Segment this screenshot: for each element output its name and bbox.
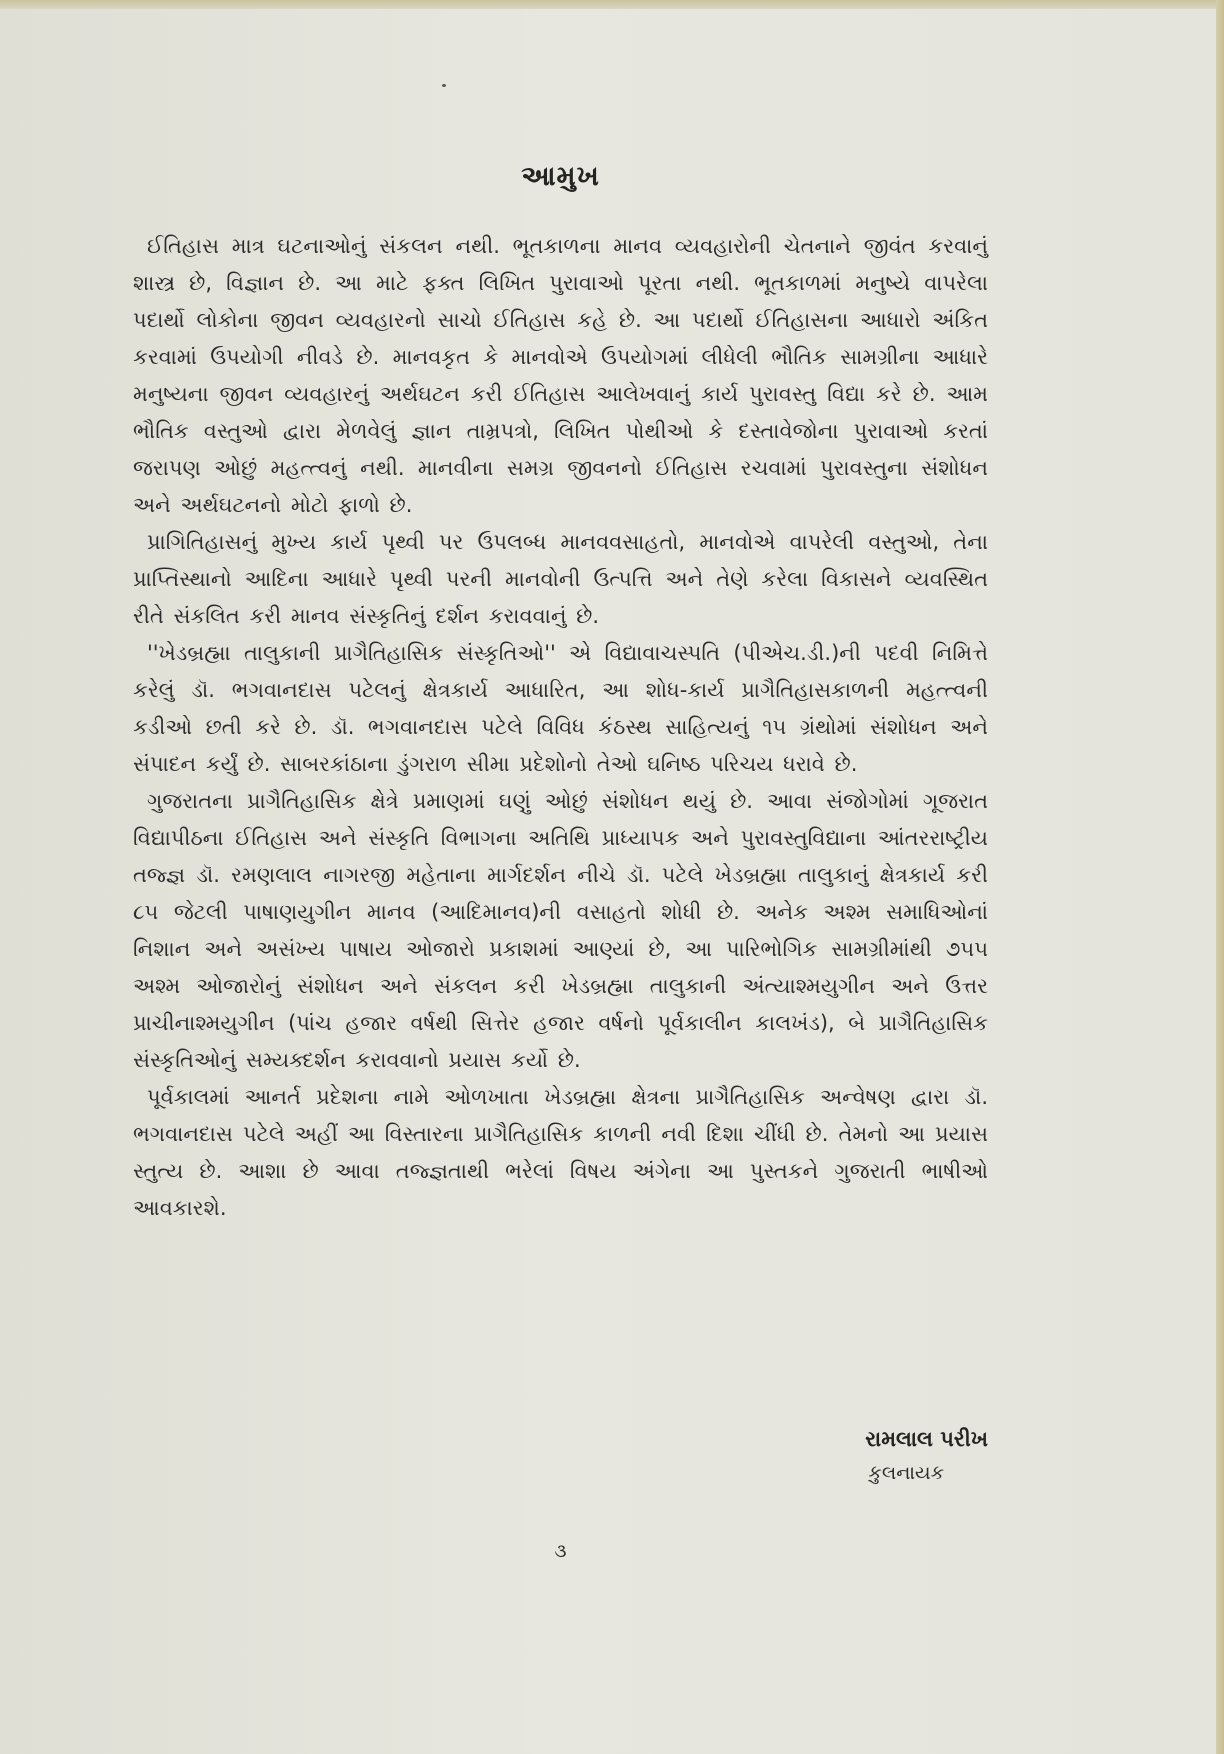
page-title: આમુખ (521, 161, 600, 192)
paragraph-1: ઈતિહાસ માત્ર ઘટનાઓનું સંકલન નથી. ભૂતકાળના માનવ વ્યવહારોની ચેતનાને જીવંત કરવાનું શાસ્ત્ર છે, વિજ્ઞાન છે. આ માટે ફક્ત લિખિત પુરાવાઓ પૂરતા નથી. ભૂતકાળમાં મનુષ્યે વાપરેલા પદાર્થો લોકોના જીવન વ્યવહારનો સાચો ઈતિહાસ કહે છે. આ પદાર્થો ઈતિહાસના આધારો અંકિત કરવામાં ઉપયોગી નીવડે છે. માનવકૃત કે માનવોએ ઉપયોગમાં લીધેલી ભૌતિક સામગ્રીના આધારે મનુષ્યના જીવન વ્યવહારનું અર્થઘટન કરી ઈતિહાસ આલેખવાનું કાર્ય પુરાવસ્તુ વિદ્યા કરે છે. આમ ભૌતિક વસ્તુઓ દ્વારા મેળવેલું જ્ઞાન તામ્રપત્રો, લિખિત પોથીઓ કે દસ્તાવેજોના પુરાવાઓ કરતાં જરાપણ ઓછું મહત્ત્વનું નથી. માનવીના સમગ્ર જીવનનો ઈતિહાસ રચવામાં પુરાવસ્તુના સંશોધન અને અર્થઘટનનો મોટો ફાળો છે. (133, 234, 988, 517)
paper-top-edge (0, 0, 1224, 9)
paper-right-edge (1216, 0, 1224, 1754)
body-text (133, 228, 988, 1227)
paragraph-2: પ્રાગિતિહાસનું મુખ્ય કાર્ય પૃથ્વી પર ઉપલબ્ધ માનવવસાહતો, માનવોએ વાપરેલી વસ્તુઓ, તેના પ્રાપ્તિસ્થાનો આદિના આધારે પૃથ્વી પરની માનવોની ઉત્પત્તિ અને તેણે કરેલા વિકાસને વ્યવસ્થિત રીતે સંકલિત કરી માનવ સંસ્કૃતિનું દર્શન કરાવવાનું છે. (133, 530, 988, 628)
signature-role: કુલનાયક (868, 1462, 944, 1484)
paragraph-5: પૂર્વકાલમાં આનર્ત પ્રદેશના નામે ઓળખાતા ખેડબ્રહ્મા ક્ષેત્રના પ્રાગૈતિહાસિક અન્વેષણ દ્વારા ડૉ. ભગવાનદાસ પટેલે અહીં આ વિસ્તારના પ્રાગૈતિહાસિક કાળની નવી દિશા ચીંધી છે. તેમનો આ પ્રયાસ સ્તુત્ય છે. આશા છે આવા તજ્જ્ઞતાથી ભરેલાં વિષય અંગેના આ પુસ્તકને ગુજરાતી ભાષીઓ આવકારશે. (133, 1085, 988, 1220)
paragraph-3: ''ખેડબ્રહ્મા તાલુકાની પ્રાગૈતિહાસિક સંસ્કૃતિઓ'' એ વિદ્યાવાચસ્પતિ (પીએચ.ડી.)ની પદવી નિમિત્તે કરેલું ડૉ. ભગવાનદાસ પટેલનું ક્ષેત્રકાર્ય આધારિત, આ શોધ-કાર્ય પ્રાગૈતિહાસકાળની મહત્ત્વની કડીઓ છતી કરે છે. ડૉ. ભગવાનદાસ પટેલે વિવિધ કંઠસ્થ સાહિત્યનું ૧૫ ગ્રંથોમાં સંશોધન અને સંપાદન કર્યું છે. સાબરકાંઠાના ડુંગરાળ સીમા પ્રદેશોનો તેઓ ઘનિષ્ઠ પરિચય ધરાવે છે. (133, 641, 988, 776)
paragraph-4: ગુજરાતના પ્રાગૈતિહાસિક ક્ષેત્રે પ્રમાણમાં ઘણું ઓછું સંશોધન થયું છે. આવા સંજોગોમાં ગૂજરાત વિદ્યાપીઠના ઈતિહાસ અને સંસ્કૃતિ વિભાગના અતિથિ પ્રાધ્યાપક અને પુરાવસ્તુવિદ્યાના આંતરરાષ્ટ્રીય તજ્જ્ઞ ડૉ. રમણલાલ નાગરજી મહેતાના માર્ગદર્શન નીચે ડૉ. પટેલે ખેડબ્રહ્મા તાલુકાનું ક્ષેત્રકાર્ય કરી ૮૫ જેટલી પાષાણયુગીન માનવ (આદિમાનવ)ની વસાહતો શોધી છે. અનેક અશ્મ સમાધિઓનાં નિશાન અને અસંખ્ય પાષાય ઓજારો પ્રકાશમાં આણ્યાં છે, આ પારિભોગિક સામગ્રીમાંથી ૭૫૫ અશ્મ ઓજારોનું સંશોધન અને સંકલન કરી ખેડબ્રહ્મા તાલુકાની અંત્યાશ્મયુગીન અને ઉત્તર પ્રાચીનાશ્મયુગીન (પાંચ હજાર વર્ષથી સિત્તેર હજાર વર્ષનો પૂર્વકાલીન કાલખંડ), બે પ્રાગૈતિહાસિક સંસ્કૃતિઓનું સમ્યક્દર્શન કરાવવાનો પ્રયાસ કર્યો છે. (133, 789, 988, 1072)
page-content (133, 160, 988, 1562)
ink-speck (442, 84, 446, 87)
signature-name: રામલાલ પરીખ (865, 1427, 988, 1451)
page-number: ૩ (554, 1541, 567, 1562)
signature-block (728, 1422, 988, 1490)
